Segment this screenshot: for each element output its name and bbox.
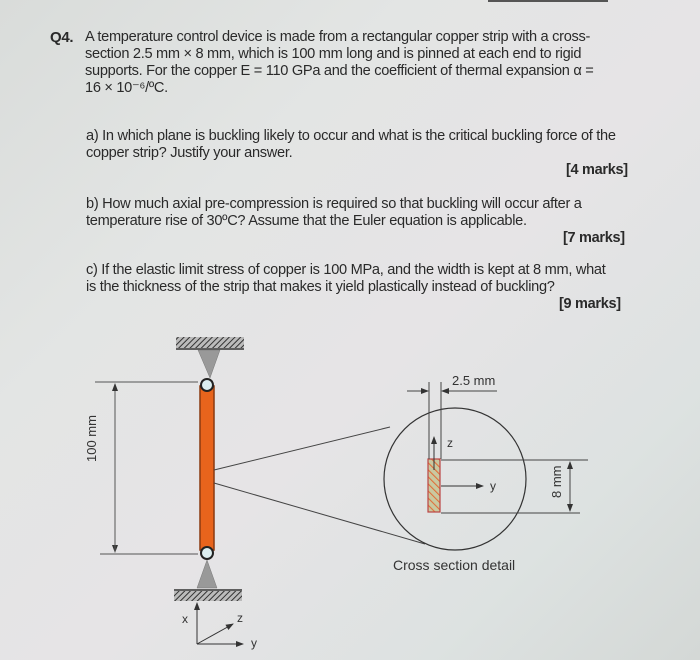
- stem-line: A temperature control device is made from a rectangular copper strip with a cross-: [85, 29, 591, 45]
- copper-strip: [200, 386, 214, 550]
- part-c-line: is the thickness of the strip that makes it yield plastically instead of buckling?: [86, 279, 555, 295]
- part-b-marks: [7 marks]: [563, 230, 625, 246]
- stem-line: section 2.5 mm × 8 mm, which is 100 mm long and is pinned at each end to rigid: [85, 46, 582, 62]
- thickness-dimension-label: 2.5 mm: [452, 373, 496, 388]
- figure-caption: Cross section detail: [393, 557, 516, 573]
- top-pin-support: [176, 337, 244, 378]
- bottom-pin-icon: [201, 547, 213, 559]
- z-axis-label: z: [237, 611, 243, 625]
- bottom-pin-support: [174, 560, 242, 601]
- part-c-marks: [9 marks]: [559, 296, 621, 312]
- part-b-line: b) How much axial pre-compression is required so that buckling will occur after a: [86, 196, 582, 212]
- stem-line: supports. For the copper E = 110 GPa and the coefficient of thermal expansion α =: [85, 63, 594, 79]
- width-dimension-label: 8 mm: [549, 465, 564, 498]
- section-y-label: y: [490, 479, 496, 493]
- x-axis-label: x: [182, 612, 188, 626]
- question-number: Q4.: [50, 29, 74, 46]
- part-c-line: c) If the elastic limit stress of copper is 100 MPa, and the width is kept at 8 mm, what: [86, 262, 606, 278]
- top-pin-icon: [201, 379, 213, 391]
- part-a-line: a) In which plane is buckling likely to occur and what is the critical buckling force of the: [86, 128, 616, 144]
- part-a-marks: [4 marks]: [566, 162, 628, 178]
- stem-line: 16 × 10⁻⁶/ºC.: [85, 80, 168, 96]
- section-z-label: z: [447, 436, 453, 450]
- length-dimension-label: 100 mm: [84, 415, 99, 462]
- part-b-line: temperature rise of 30ºC? Assume that the Euler equation is applicable.: [86, 213, 527, 229]
- detail-circle: [384, 408, 526, 550]
- part-a-line: copper strip? Justify your answer.: [86, 145, 293, 161]
- y-axis-label: y: [251, 636, 257, 650]
